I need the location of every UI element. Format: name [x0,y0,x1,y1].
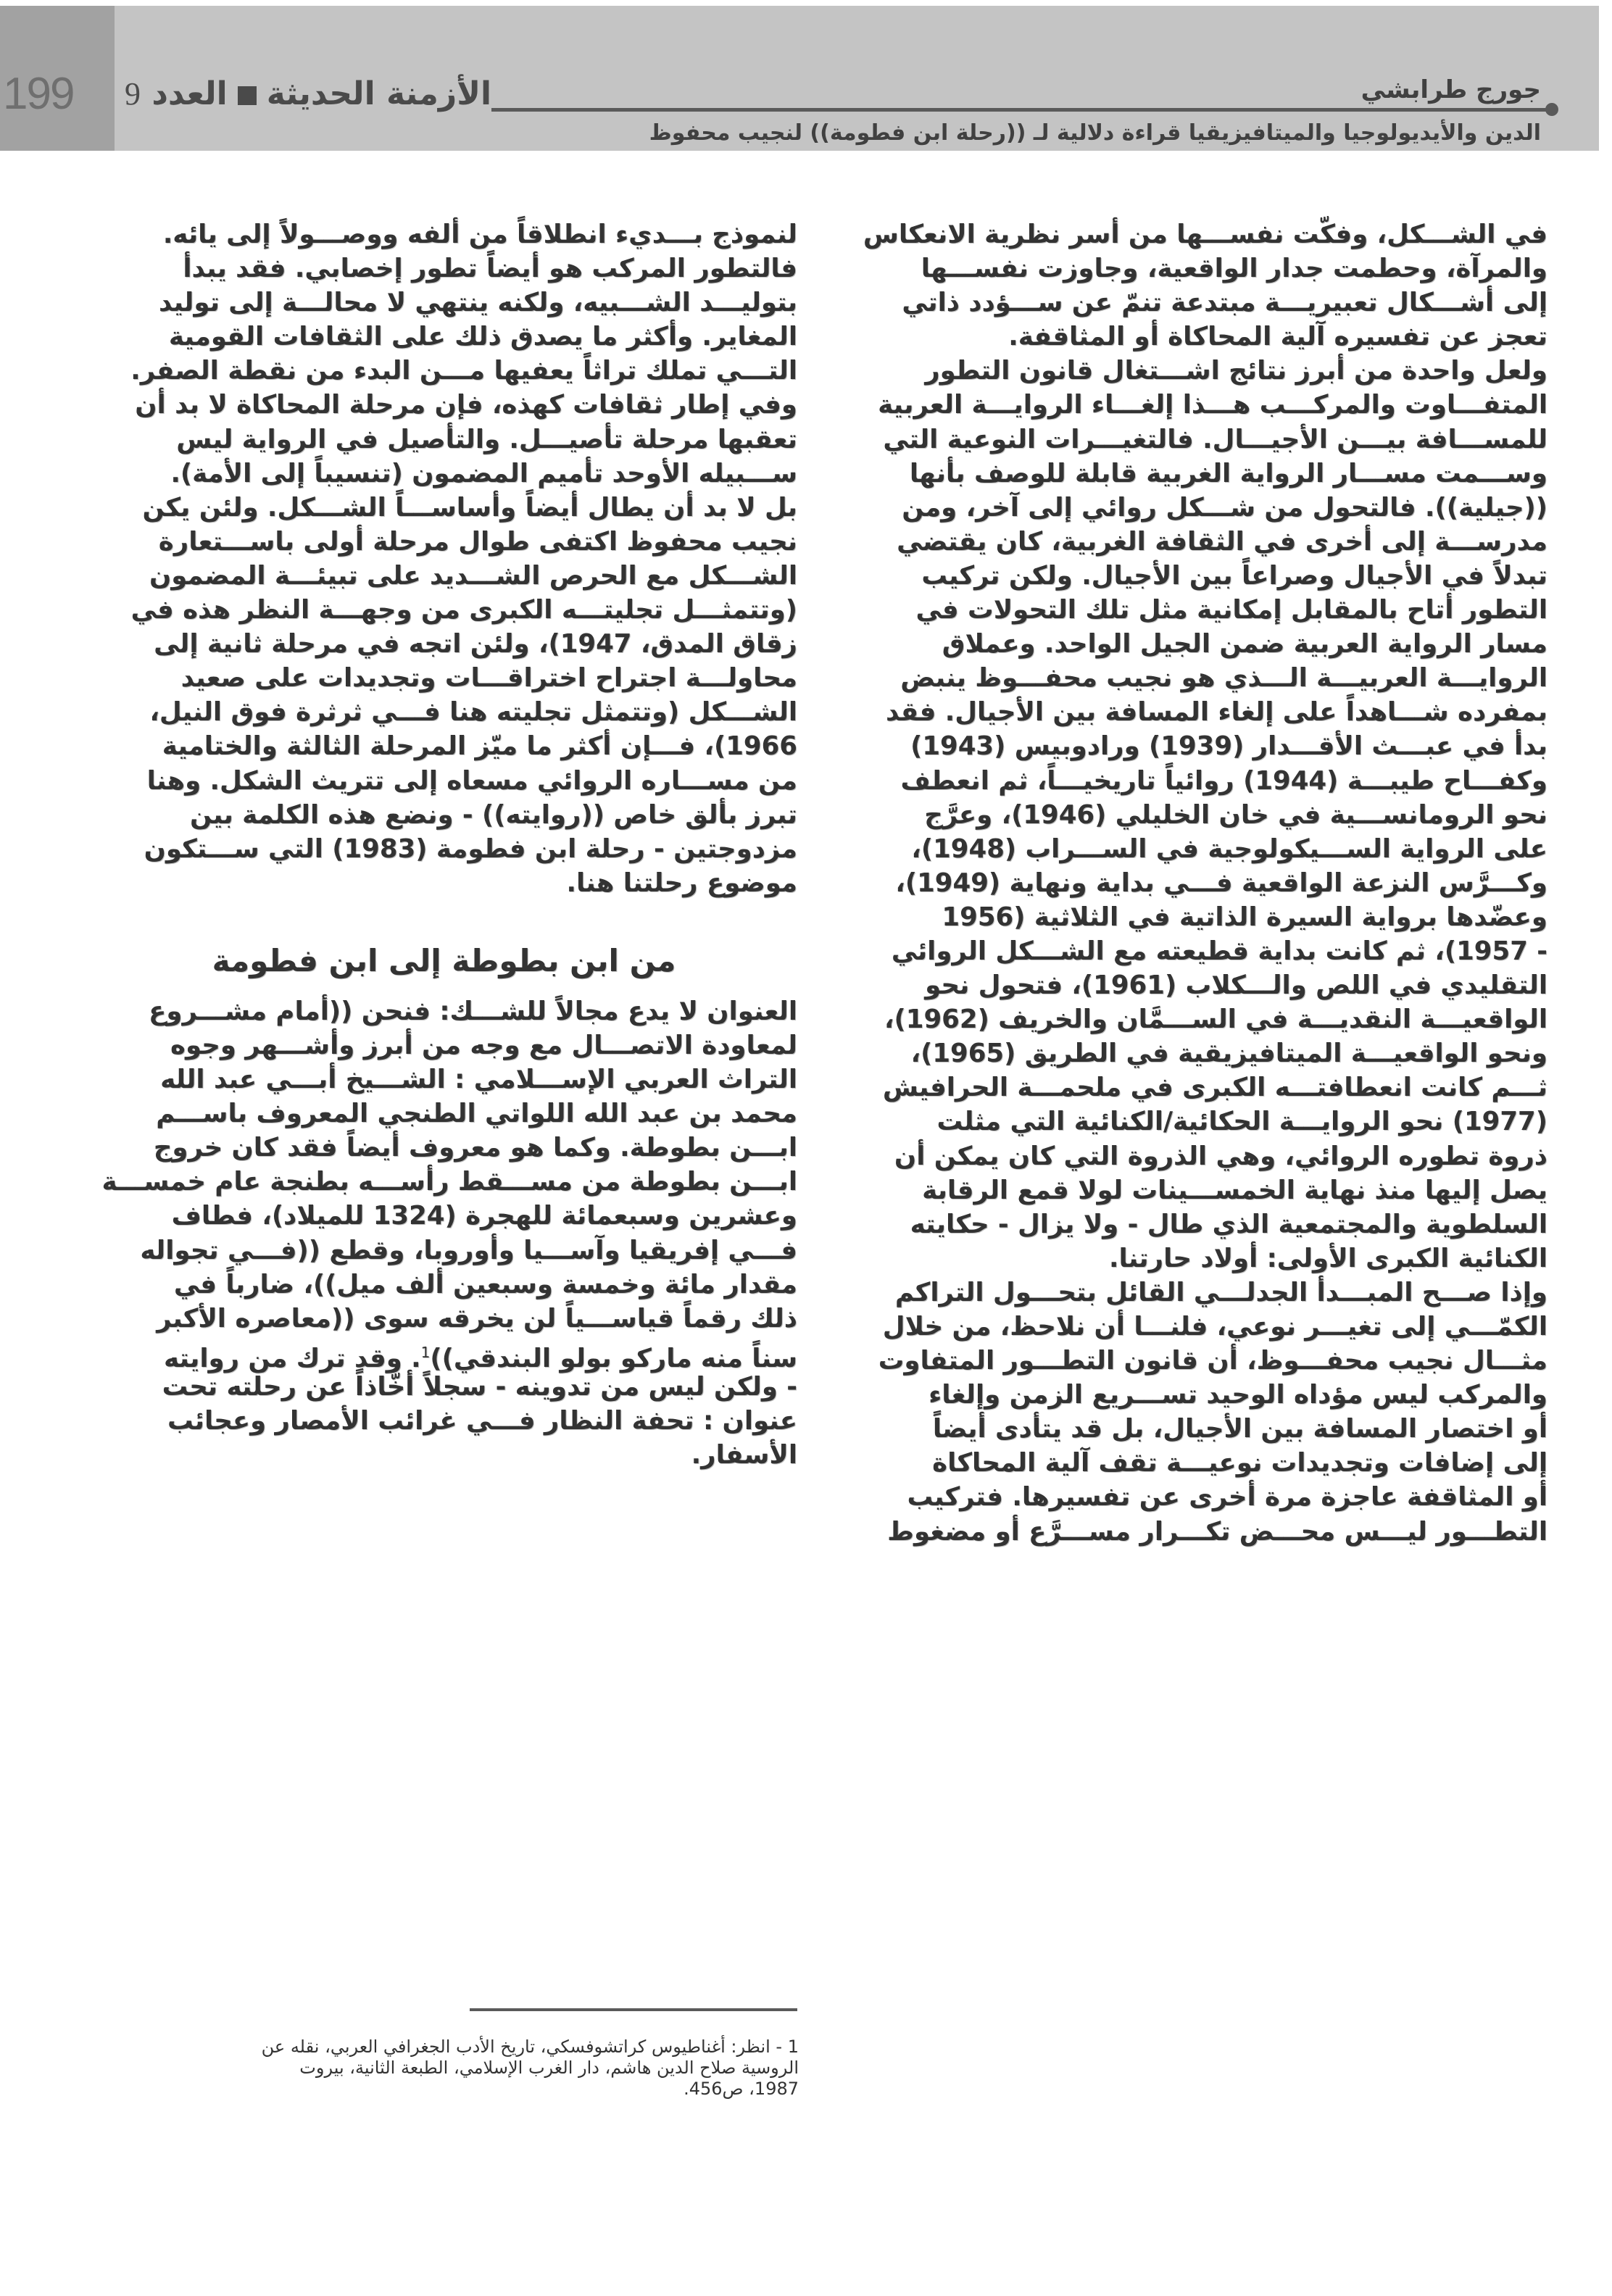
text-line: ابـــن بطوطة من مســـقط رأســـه بطنجة عام خمســـة [101,1167,797,1197]
text-line: وفي إطار ثقافات كهذه، فإن مرحلة المحاكاة لا بد أن [135,390,797,420]
text-line: فالتطور المركب هو أيضاً تطور إخصابي. فقد يبدأ [183,254,797,284]
left-text-column [91,217,797,1472]
text-line: 1966)، فـــإن أكثر ما ميّز المرحلة الثالثة والختامية [162,731,797,762]
text-line: مسار الرواية العربية ضمن الجيل الواحد. وعملاق [942,629,1547,660]
text-line: بمفرده شـــاهداً على إلغاء المسافة بين الأجيال. فقد [886,697,1547,728]
text-line: بدأ في عبـــث الأقـــدار (1939) ورادوبيس (1943) [910,731,1547,762]
text-line: لمعاودة الاتصـــال مع وجه من أبرز وأشـــهر وجوه [170,1030,797,1060]
text-line: فـــي إفريقيا وآســـيا وأوروبا، وقطع ((فـــي تجواله [140,1235,797,1265]
text-line: تبرز بألق خاص ((روايته)) - ونضع هذه الكلمة بين [190,799,797,830]
text-line: 1987، ص456. [684,2079,799,2099]
text-line: وكـــرَّس النزعة الواقعية فـــي بداية ونهاية (1949)، [895,868,1547,898]
text-line: العنوان لا يدع مجالاً للشـــك: فنحن ((أمام مشـــروع [149,996,797,1026]
right-text-column [841,217,1547,1549]
text-line: ونحو الواقعيـــة الميتافيزيقية في الطريق (1965)، [910,1039,1547,1069]
text-line: التطـــور ليـــس محـــض تكـــرار مســـرَّع أو مضغوط [887,1516,1547,1547]
text-line: المتفـــاوت والمركـــب هـــذا إلغـــاء الروايـــة العربية [878,390,1547,420]
text-line: تبدلاً في الأجيال وصراعاً بين الأجيال. ولكن تركيب [921,560,1547,591]
text-line: - ولكن ليس من تدوينه - سجلاً أخّاذاً عن رحلته تحت [162,1371,797,1402]
text-line: والمركب ليس مؤداه الوحيد تســـريع الزمن وإلغاء [928,1380,1547,1410]
text-line: الشـــكل (وتتمثل تجليته هنا فـــي ثرثرة فوق النيل، [149,697,797,728]
text-line: الأسفار. [691,1440,797,1471]
text-line: وعشرين وسبعمائة للهجرة (1324 للميلاد)، فطاف [171,1201,797,1231]
text-line: الكنائية الكبرى الأولى: أولاد حارتنا. [1109,1243,1547,1273]
footnote-reference[interactable]: 1 [420,1343,431,1361]
text-line: وعضّدها برواية السيرة الذاتية في الثلاثية (1956 [942,902,1547,932]
section-heading: من ابن بطوطة إلى ابن فطومة [212,942,676,978]
text-line: مزدوجتين - رحلة ابن فطومة (1983) التي ســـتكون [144,833,797,864]
section-body [91,994,797,1472]
text-line: مثـــال نجيب محفـــوظ، أن قانون التطـــور المتفاوت [878,1346,1547,1376]
text-line: المغاير. وأكثر ما يصدق ذلك على الثقافات القومية [168,322,797,352]
issue-label: العدد [151,75,228,112]
text-line: أو اختصار المسافة بين الأجيال، بل قد يتأدى أيضاً [932,1414,1547,1444]
text-line: ذروة تطوره الروائي، وهي الذروة التي كان يمكن أن [894,1141,1547,1171]
text-line: وكفـــاح طيبـــة (1944) روائياً تاريخيـــاً، ثم انعطف [900,765,1547,796]
text-line: زقاق المدق، 1947)، ولئن اتجه في مرحلة ثانية إلى [154,629,797,660]
text-fragment: . وقد ترك من روايته [164,1343,421,1373]
journal-name: الأزمنة الحديثة [266,75,492,112]
text-line: ((جيلية)). فالتحول من شـــكل روائي إلى آخر، ومن [902,492,1547,523]
text-line: الكمّـــي إلى تغيـــر نوعي، فلنـــا أن نلاحظ، من خلال [882,1312,1547,1342]
text-line: السلطوية والمجتمعية الذي طال - ولا يزال - حكايته [910,1209,1547,1239]
text-line: تعقبها مرحلة تأصيـــل. والتأصيل في الرواية ليس [176,424,797,454]
text-line: الشـــكل مع الحرص الشـــديد على تبيئـــة المضمون [149,560,797,591]
rule-end-dot-icon [1545,103,1558,116]
text-line: ابـــن بطوطة. وكما هو معروف أيضاً فقد كان خروج [153,1133,797,1163]
text-line: ولعل واحدة من أبرز نتائج اشـــتغال قانون التطور [925,356,1547,386]
text-line: أو المثاقفة عاجزة مرة أخرى عن تفسيرها. فتركيب [907,1482,1547,1513]
text-line: وإذا صـــح المبـــدأ الجدلـــي القائل بتحـــول التراكم [894,1277,1547,1307]
text-line: الروايـــة العربيـــة الـــذي هو نجيب محفـــوظ ينبض [900,663,1547,694]
text-line: تعجز عن تفسيره آلية المحاكاة أو المثاقفة. [1008,322,1547,352]
text-line: ســـبيله الأوحد تأميم المضمون (تنسيباً إلى الأمة). [170,458,797,488]
square-bullet-icon [238,86,257,105]
journal-info [125,75,491,112]
text-line: محمد بن عبد الله اللواتي الطنجي المعروف باســـم [156,1099,797,1129]
text-line: إلى إضافات وتجديدات نوعيـــة تقف آلية المحاكاة [932,1448,1547,1478]
text-line: التراث العربي الإســـلامي : الشـــيخ أبـــي عبد الله [160,1065,797,1095]
footnote [94,2037,799,2100]
article-title: الدين والأيديولوجيا والميتافيزيقيا قراءة دلالية لـ ((رحلة ابن فطومة)) لنجيب محفوظ [649,120,1541,146]
text-line: عنوان : تحفة النظار فـــي غرائب الأمصار وعجائب [167,1406,797,1436]
text-line: (وتتمثـــل تجليتـــه الكبرى من وجهـــة النظر هذه في [130,595,797,625]
text-line: على الرواية الســـيكولوجية في الســـراب (1948)، [911,833,1547,864]
text-line: نحو الرومانســـية في خان الخليلي (1946)، وعرَّج [924,799,1547,830]
text-line: سناً منه ماركو بولو البندقي))$^1$. وقد ترك من روايته [164,1343,797,1373]
text-line: محاولـــة اجتراح اختراقـــات وتجديدات على صعيد [180,663,797,694]
left-paragraph [91,217,797,900]
text-line: مدرســـة إلى أخرى في الثقافة الغربية، كان يقتضي [897,526,1547,557]
footnote-separator [470,2008,797,2011]
text-line: للمســـافة بيـــن الأجيـــال. فالتغيـــرات النوعية التي [883,424,1547,454]
header-rule [491,108,1553,112]
text-line: والمرآة، وحطمت جدار الواقعية، وجاوزت نفســـها [921,254,1547,284]
text-line: موضوع رحلتنا هنا. [566,868,797,898]
text-line: إلى أشـــكال تعبيريـــة مبتدعة تنمّ عن ســـؤدد ذاتي [902,288,1547,318]
text-line: ذلك رقماً قياســـياً لن يخرقه سوى ((معاصره الأكبر [157,1303,797,1334]
text-line: التطور أتاح بالمقابل إمكانية مثل تلك التحولات في [915,595,1547,625]
author-name: جورج طرابشي [1360,75,1541,104]
text-line: (1977) نحو الروايـــة الحكائية/الكنائية التي مثلت [936,1107,1547,1137]
text-line: الواقعيـــة النقديـــة في الســـمَّان والخريف (1962)، [884,1004,1547,1035]
text-line: بل لا بد أن يطال أيضاً وأساســـاً الشـــكل. ولئن يكن [142,492,797,523]
text-line: في الشـــكل، وفكّت نفســـها من أسر نظرية الانعكاس [863,220,1547,249]
text-line: من مســـاره الروائي مسعاه إلى تتريث الشكل. وهنا [146,765,797,796]
text-line: التـــي تملك تراثاً يعفيها مـــن البدء من نقطة الصفر. [130,356,797,386]
text-line: وســـمت مســـار الرواية الغربية قابلة للوصف بأنها [909,458,1547,488]
text-line: الروسية صلاح الدين هاشم، دار الغرب الإسلامي، الطبعة الثانية، بيروت [299,2058,799,2078]
page-number: 199 [3,69,74,119]
text-line: ثـــم كانت انعطافتـــه الكبرى في ملحمـــة الحرافيش [882,1073,1547,1103]
page-number-box [0,6,115,151]
issue-number: 9 [125,76,141,112]
text-line: بتوليـــد الشـــبيه، ولكنه ينتهي لا محالـــة إلى توليد [159,288,797,318]
text-line: لنموذج بـــديء انطلاقاً من ألفه ووصـــولاً إلى يائه. [162,220,797,249]
text-line: يصل إليها منذ نهاية الخمســـينات لولا قمع الرقابة [922,1175,1547,1205]
text-line: التقليدي في اللص والـــكلاب (1961)، فتحول نحو [925,970,1547,1001]
text-line: 1 - انظر: أغناطيوس كراتشوفسكي، تاريخ الأدب الجغرافي العربي، نقله عن [261,2037,799,2057]
text-line: - 1957)، ثم كانت بداية قطيعته مع الشـــكل الروائي [891,936,1547,966]
text-line: مقدار مائة وخمسة وسبعين ألف ميل))، ضارباً في [173,1269,797,1299]
running-header [0,6,1599,151]
text-line: نجيب محفوظ اكتفى طوال مرحلة أولى باســـتعارة [158,526,797,557]
